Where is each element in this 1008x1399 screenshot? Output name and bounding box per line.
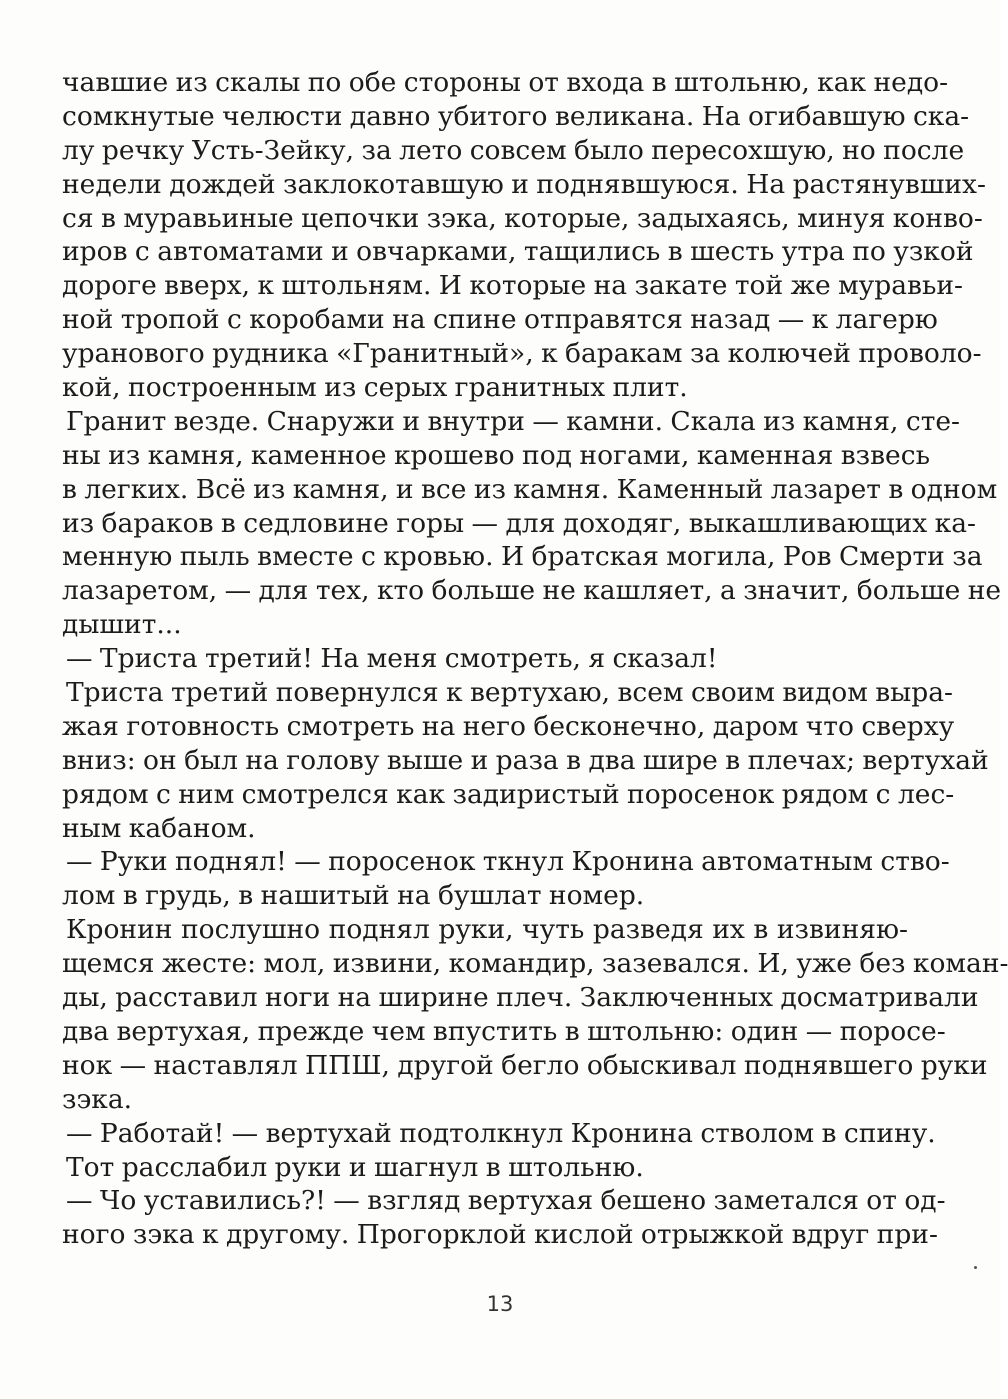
dialogue-line: — Руки поднял! — поросенок ткнул Кронина автоматным ство- bbox=[66, 846, 950, 878]
body-text bbox=[62, 66, 1008, 1252]
dialogue-line: — Работай! — вертухай подтолкнул Кронина стволом в спину. bbox=[66, 1117, 936, 1149]
scan-speck bbox=[974, 1266, 977, 1269]
dialogue-line: — Чо уставились?! — взгляд вертухая бешено заметался от од- bbox=[66, 1185, 946, 1217]
text-line: менную пыль вместе с кровью. И братская могила, Ров Смерти за bbox=[62, 541, 983, 573]
text-line: ным кабаном. bbox=[62, 812, 256, 844]
text-line: лазаретом, — для тех, кто больше не кашляет, а значит, больше не bbox=[62, 575, 1002, 607]
paragraph-start-line: Триста третий повернулся к вертухаю, всем своим видом выра- bbox=[66, 677, 953, 709]
text-line: сомкнутые челюсти давно убитого великана. На огибавшую ска- bbox=[62, 100, 970, 132]
text-line: чавшие из скалы по обе стороны от входа в штольню, как недо- bbox=[62, 67, 949, 98]
text-line: нок — наставлял ППШ, другой бегло обыскивал поднявшего руки bbox=[62, 1049, 988, 1081]
text-line: дышит... bbox=[62, 609, 182, 641]
paragraph-start-line: Тот расслабил руки и шагнул в штольню. bbox=[66, 1151, 644, 1183]
dialogue-line: — Триста третий! На меня смотреть, я сказал! bbox=[66, 643, 718, 675]
text-line: недели дождей заклокотавшую и поднявшуюся. На растянувших- bbox=[62, 168, 986, 200]
text-line: зэка. bbox=[62, 1083, 133, 1115]
text-line: ся в муравьиные цепочки зэка, которые, задыхаясь, минуя конво- bbox=[62, 202, 983, 234]
text-line: лом в грудь, в нашитый на бушлат номер. bbox=[62, 880, 645, 912]
paragraph-start-line: Гранит везде. Снаружи и внутри — камни. Скала из камня, сте- bbox=[66, 405, 960, 437]
text-line: кой, построенным из серых гранитных плит. bbox=[62, 372, 688, 404]
text-line: иров с автоматами и овчарками, тащились в шесть утра по узкой bbox=[62, 236, 974, 268]
text-line: из бараков в седловине горы — для доходяг, выкашливающих ка- bbox=[62, 507, 976, 539]
page-number: 13 bbox=[486, 1292, 514, 1316]
text-line: вниз: он был на голову выше и раза в два шире в плечах; вертухай bbox=[62, 744, 989, 776]
text-line: рядом с ним смотрелся как задиристый поросенок рядом с лес- bbox=[62, 778, 955, 810]
text-line: ной тропой с коробами на спине отправятся назад — к лагерю bbox=[62, 304, 938, 336]
text-line: жая готовность смотреть на него бесконечно, даром что сверху bbox=[62, 710, 955, 742]
text-line: уранового рудника «Гранитный», к баракам за колючей проволо- bbox=[62, 338, 982, 370]
text-line: лу речку Усть-Зейку, за лето совсем было пересохшую, но после bbox=[62, 134, 965, 166]
text-line: щемся жесте: мол, извини, командир, зазевался. И, уже без коман- bbox=[62, 948, 1008, 980]
text-line: два вертухая, прежде чем впустить в штольню: один — поросе- bbox=[62, 1015, 946, 1047]
text-line: ного зэка к другому. Прогорклой кислой отрыжкой вдруг при- bbox=[62, 1219, 938, 1251]
text-line: ны из камня, каменное крошево под ногами, каменная взвесь bbox=[62, 439, 931, 471]
text-line: дороге вверх, к штольням. И которые на закате той же муравьи- bbox=[62, 270, 964, 302]
text-line: ды, расставил ноги на ширине плеч. Заключенных досматривали bbox=[62, 982, 979, 1014]
paragraph-start-line: Кронин послушно поднял руки, чуть разведя их в извиняю- bbox=[66, 914, 908, 946]
text-line: в легких. Всё из камня, и все из камня. Каменный лазарет в одном bbox=[62, 473, 998, 505]
